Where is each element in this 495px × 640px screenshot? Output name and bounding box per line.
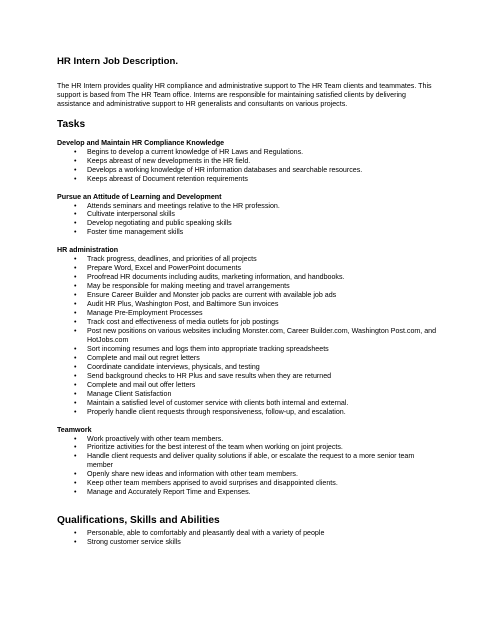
list-item: • Manage Client Satisfaction xyxy=(57,390,437,399)
task-group-heading: HR administration xyxy=(57,246,119,255)
list-item: • Send background checks to HR Plus and save results when they are returned xyxy=(57,372,437,381)
list-item: • Complete and mail out regret letters xyxy=(57,354,437,363)
qualifications-list xyxy=(57,529,437,547)
list-item: • Cultivate interpersonal skills xyxy=(57,210,437,219)
list-item: • Properly handle client requests through responsiveness, follow-up, and escalation. xyxy=(57,408,437,417)
qualifications-heading: Qualifications, Skills and Abilities xyxy=(57,515,220,527)
list-item: • Work proactively with other team members. xyxy=(57,435,437,444)
list-item: • Manage Pre-Employment Processes xyxy=(57,309,437,318)
list-item: • Complete and mail out offer letters xyxy=(57,381,437,390)
task-list xyxy=(57,148,437,184)
task-list xyxy=(57,202,437,238)
list-item: • Manage and Accurately Report Time and Expenses. xyxy=(57,488,437,497)
task-group xyxy=(57,426,437,498)
task-list xyxy=(57,435,437,498)
list-item: • Audit HR Plus, Washington Post, and Baltimore Sun invoices xyxy=(57,300,437,309)
intro-paragraph: The HR Intern provides quality HR compliance and administrative support to The HR Team clients and teammates. This support is based from The HR Team office. Interns are responsible for maintaining satisfied clients by delivering assistance and administrative support to HR generalists and consultants on various projects. xyxy=(57,82,432,108)
list-item: • Post new positions on various websites including Monster.com, Career Builder.com, Washington Post.com, and HotJobs.com xyxy=(57,327,437,345)
task-group xyxy=(57,193,437,238)
list-item: • Sort incoming resumes and logs them into appropriate tracking spreadsheets xyxy=(57,345,437,354)
list-item: • Openly share new ideas and information with other team members. xyxy=(57,470,437,479)
list-item: • Track cost and effectiveness of media outlets for job postings xyxy=(57,318,437,327)
document-page xyxy=(57,56,437,547)
list-item: • Coordinate candidate interviews, physicals, and testing xyxy=(57,363,437,372)
task-group-heading: Pursue an Attitude of Learning and Development xyxy=(57,192,222,201)
list-item: • Develops a working knowledge of HR information databases and searchable resources. xyxy=(57,166,437,175)
list-item: • Maintain a satisfied level of customer service with clients both internal and external. xyxy=(57,399,437,408)
tasks-heading: Tasks xyxy=(57,118,86,130)
list-item: • Keep other team members apprised to avoid surprises and disappointed clients. xyxy=(57,479,437,488)
task-group-heading: Develop and Maintain HR Compliance Knowledge xyxy=(57,138,225,147)
list-item: • Prepare Word, Excel and PowerPoint documents xyxy=(57,264,437,273)
list-item: • Personable, able to comfortably and pleasantly deal with a variety of people xyxy=(57,529,437,538)
task-group xyxy=(57,139,437,184)
list-item: • Strong customer service skills xyxy=(57,538,437,547)
task-groups xyxy=(57,139,437,497)
task-group-heading: Teamwork xyxy=(57,425,92,434)
list-item: • Handle client requests and deliver quality solutions if able, or escalate the request to a more senior team member xyxy=(57,452,437,470)
task-group xyxy=(57,246,437,416)
list-item: • Attends seminars and meetings relative to the HR profession. xyxy=(57,202,437,211)
document-title: HR Intern Job Description. xyxy=(57,56,178,67)
list-item: • Keeps abreast of new developments in the HR field. xyxy=(57,157,437,166)
task-list xyxy=(57,255,437,416)
list-item: • Prioritize activities for the best interest of the team when working on joint projects. xyxy=(57,443,437,452)
list-item: • May be responsible for making meeting and travel arrangements xyxy=(57,282,437,291)
list-item: • Ensure Career Builder and Monster job packs are current with available job ads xyxy=(57,291,437,300)
list-item: • Keeps abreast of Document retention requirements xyxy=(57,175,437,184)
list-item: • Proofread HR documents including audits, marketing information, and handbooks. xyxy=(57,273,437,282)
list-item: • Develop negotiating and public speaking skills xyxy=(57,219,437,228)
list-item: • Begins to develop a current knowledge of HR Laws and Regulations. xyxy=(57,148,437,157)
list-item: • Track progress, deadlines, and priorities of all projects xyxy=(57,255,437,264)
list-item: • Foster time management skills xyxy=(57,228,437,237)
